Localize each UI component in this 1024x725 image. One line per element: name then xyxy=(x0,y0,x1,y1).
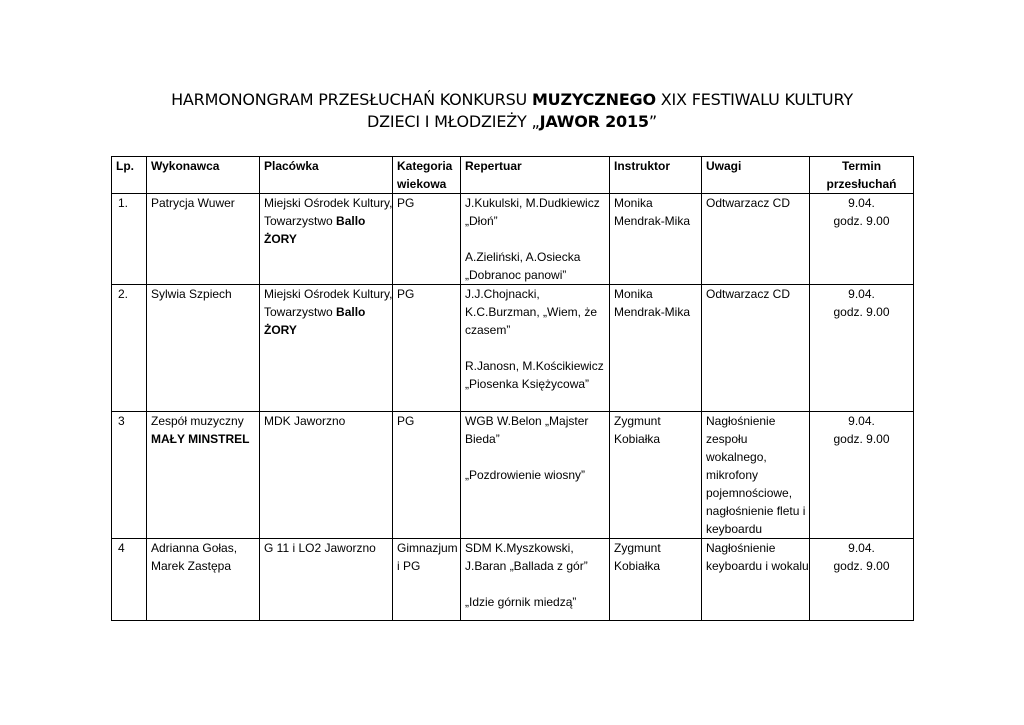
cell-placowka xyxy=(260,412,393,539)
cell-lp xyxy=(112,285,147,412)
title-bold-text: JAWOR 2015 xyxy=(539,112,649,131)
cell-text: „Dłoń” xyxy=(465,214,498,228)
header-text: Uwagi xyxy=(706,159,742,173)
cell-text: i PG xyxy=(397,559,421,573)
cell-text: Towarzystwo xyxy=(264,214,337,228)
cell-text: wokalnego, xyxy=(706,450,767,464)
cell-text: „Idzie górnik miedzą” xyxy=(465,595,577,609)
cell-instruktor xyxy=(610,194,702,285)
header-termin xyxy=(810,157,914,194)
cell-text: zespołu xyxy=(706,432,748,446)
cell-text: R.Janosn, M.Kościkiewicz xyxy=(465,359,604,373)
cell-text: „Piosenka Księżycowa” xyxy=(465,377,590,391)
cell-text: „Pozdrowienie wiosny” xyxy=(465,468,586,482)
cell-text: godz. 9.00 xyxy=(833,305,890,319)
cell-wykonawca xyxy=(147,539,260,621)
header-text: Wykonawca xyxy=(151,159,220,173)
header-lp xyxy=(112,157,147,194)
schedule-table xyxy=(111,156,914,621)
blank-line xyxy=(465,448,605,466)
header-text: Kategoria xyxy=(397,159,453,173)
cell-text: keyboardu xyxy=(706,522,763,536)
header-uwagi xyxy=(702,157,810,194)
cell-text: nagłośnienie fletu i xyxy=(706,504,806,518)
table-row xyxy=(112,539,914,621)
cell-text: Odtwarzacz CD xyxy=(706,196,791,210)
cell-text: 2. xyxy=(118,287,129,301)
document-title-line-2 xyxy=(0,112,1024,131)
cell-text xyxy=(264,212,388,230)
header-text: Placówka xyxy=(264,159,319,173)
header-wykonawca xyxy=(147,157,260,194)
cell-text: mikrofony xyxy=(706,468,759,482)
cell-placowka xyxy=(260,194,393,285)
cell-bold-text: Ballo xyxy=(336,214,366,228)
cell-text: Nagłośnienie xyxy=(706,541,776,555)
cell-wykonawca xyxy=(147,194,260,285)
cell-text: godz. 9.00 xyxy=(833,432,890,446)
header-text: Termin xyxy=(841,159,882,173)
cell-text: Kobiałka xyxy=(614,559,661,573)
cell-text: WGB W.Belon „Majster xyxy=(465,414,589,428)
cell-repertuar xyxy=(461,285,610,412)
cell-text: Monika xyxy=(614,287,653,301)
cell-termin xyxy=(810,412,914,539)
cell-text: godz. 9.00 xyxy=(833,559,890,573)
cell-text: Miejski Ośrodek Kultury, xyxy=(264,196,393,210)
cell-kategoria xyxy=(393,285,461,412)
cell-bold-text: ŻORY xyxy=(264,323,297,337)
header-kategoria xyxy=(393,157,461,194)
cell-text: J.Baran „Ballada z gór” xyxy=(465,559,588,573)
cell-text: Monika xyxy=(614,196,653,210)
cell-text: Miejski Ośrodek Kultury, xyxy=(264,287,393,301)
document-title-line-1 xyxy=(0,90,1024,109)
header-placowka xyxy=(260,157,393,194)
title-text: HARMONONGRAM PRZESŁUCHAŃ KONKURSU xyxy=(171,90,532,109)
cell-text xyxy=(264,303,388,321)
cell-uwagi xyxy=(702,539,810,621)
title-text: XIX FESTIWALU KULTURY xyxy=(655,90,853,109)
cell-instruktor xyxy=(610,539,702,621)
cell-text: PG xyxy=(397,414,415,428)
title-text: DZIECI I MŁODZIEŻY „ xyxy=(367,112,540,131)
header-text: przesłuchań xyxy=(826,177,897,191)
cell-wykonawca xyxy=(147,285,260,412)
cell-lp xyxy=(112,412,147,539)
blank-line xyxy=(465,393,605,411)
cell-text: 9.04. xyxy=(848,414,875,428)
cell-lp xyxy=(112,194,147,285)
cell-text: PG xyxy=(397,196,415,210)
cell-uwagi xyxy=(702,412,810,539)
table-row xyxy=(112,412,914,539)
cell-uwagi xyxy=(702,194,810,285)
header-text: wiekowa xyxy=(397,177,447,191)
cell-uwagi xyxy=(702,285,810,412)
cell-text: 9.04. xyxy=(848,541,875,555)
cell-termin xyxy=(810,285,914,412)
cell-text: keyboardu i wokalu xyxy=(706,559,809,573)
cell-bold-text: Ballo xyxy=(336,305,366,319)
cell-text: Nagłośnienie xyxy=(706,414,776,428)
cell-wykonawca xyxy=(147,412,260,539)
blank-line xyxy=(465,339,605,357)
table-row xyxy=(112,194,914,285)
cell-text: Marek Zastępa xyxy=(151,559,232,573)
cell-kategoria xyxy=(393,194,461,285)
cell-text: K.C.Burzman, „Wiem, że xyxy=(465,305,598,319)
cell-text: Zygmunt xyxy=(614,414,661,428)
cell-repertuar xyxy=(461,539,610,621)
cell-instruktor xyxy=(610,285,702,412)
blank-line xyxy=(465,230,605,248)
cell-text: G 11 i LO2 Jaworzno xyxy=(264,541,376,555)
cell-kategoria xyxy=(393,412,461,539)
cell-text: Sylwia Szpiech xyxy=(151,287,232,301)
cell-text: MDK Jaworzno xyxy=(264,414,346,428)
cell-text: 1. xyxy=(118,196,129,210)
cell-text: 4 xyxy=(118,541,125,555)
cell-text: Patrycja Wuwer xyxy=(151,196,235,210)
cell-placowka xyxy=(260,285,393,412)
title-text: ” xyxy=(648,112,657,131)
cell-text: J.J.Chojnacki, xyxy=(465,287,540,301)
cell-text: Zygmunt xyxy=(614,541,661,555)
cell-text: Towarzystwo xyxy=(264,305,337,319)
cell-text: czasem” xyxy=(465,323,511,337)
cell-text: Odtwarzacz CD xyxy=(706,287,791,301)
header-instruktor xyxy=(610,157,702,194)
cell-text: godz. 9.00 xyxy=(833,214,890,228)
cell-bold-text: MAŁY MINSTREL xyxy=(151,432,250,446)
cell-text: 3 xyxy=(118,414,125,428)
header-text: Repertuar xyxy=(465,159,522,173)
cell-bold-text: ŻORY xyxy=(264,232,297,246)
cell-termin xyxy=(810,194,914,285)
header-text: Lp. xyxy=(116,159,134,173)
cell-text: „Dobranoc panowi” xyxy=(465,268,567,282)
cell-repertuar xyxy=(461,412,610,539)
cell-lp xyxy=(112,539,147,621)
table-row xyxy=(112,285,914,412)
title-bold-text: MUZYCZNEGO xyxy=(531,90,656,109)
cell-text: PG xyxy=(397,287,415,301)
cell-text: Mendrak-Mika xyxy=(614,214,691,228)
cell-text: Kobiałka xyxy=(614,432,661,446)
cell-text: Gimnazjum xyxy=(397,541,458,555)
cell-text: Bieda” xyxy=(465,432,500,446)
header-text: Instruktor xyxy=(614,159,671,173)
cell-placowka xyxy=(260,539,393,621)
cell-text: SDM K.Myszkowski, xyxy=(465,541,574,555)
header-repertuar xyxy=(461,157,610,194)
blank-line xyxy=(465,611,605,620)
cell-text: Mendrak-Mika xyxy=(614,305,691,319)
cell-kategoria xyxy=(393,539,461,621)
cell-text: Zespół muzyczny xyxy=(151,414,244,428)
cell-text: A.Zieliński, A.Osiecka xyxy=(465,250,581,264)
cell-text: 9.04. xyxy=(848,287,875,301)
cell-text: Adrianna Gołas, xyxy=(151,541,238,555)
cell-repertuar xyxy=(461,194,610,285)
cell-termin xyxy=(810,539,914,621)
blank-line xyxy=(465,575,605,593)
cell-text: J.Kukulski, M.Dudkiewicz xyxy=(465,196,600,210)
cell-text: pojemnościowe, xyxy=(706,486,793,500)
cell-instruktor xyxy=(610,412,702,539)
cell-text: 9.04. xyxy=(848,196,875,210)
table-header-row xyxy=(112,157,914,194)
